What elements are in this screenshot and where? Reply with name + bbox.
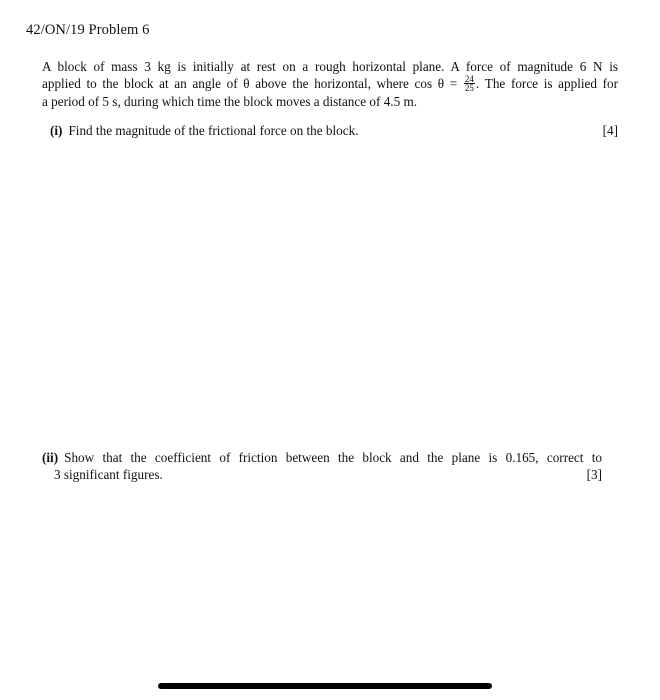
- problem-statement: [42, 59, 618, 110]
- statement-line-2-end: . The force is applied for: [475, 75, 619, 91]
- fraction-denominator: 25: [464, 83, 474, 94]
- statement-line-3: a period of 5 s, during which time the block moves a distance of 4.5 m.: [42, 93, 418, 109]
- problem-title: 42/ON/19 Problem 6: [26, 22, 150, 38]
- part-ii-line-1: [42, 450, 602, 467]
- part-ii-text-line-2: 3 significant figures.: [54, 466, 163, 482]
- part-ii-label: (ii): [42, 450, 59, 465]
- question-part-ii: [42, 450, 602, 483]
- part-ii-marks: [3]: [586, 466, 602, 482]
- part-i-marks: [4]: [602, 123, 618, 138]
- fraction-24-25: [464, 75, 475, 93]
- statement-line-2: [42, 73, 619, 94]
- part-i-text: Find the magnitude of the frictional force on the block.: [68, 123, 359, 138]
- statement-line-2-start: applied to the block at an angle of θ above the horizontal, where cos θ =: [42, 75, 458, 91]
- part-ii-line-2: [42, 467, 602, 484]
- question-part-i: [50, 123, 618, 140]
- part-ii-text-line-1: Show that the coefficient of friction between the block and the plane is 0.165, correct to: [64, 450, 602, 465]
- fraction-numerator: 24: [464, 73, 474, 84]
- home-indicator[interactable]: [158, 683, 492, 689]
- part-i-label: (i): [50, 123, 63, 138]
- statement-line-1: A block of mass 3 kg is initially at rest on a rough horizontal plane. A force of magnitude 6 N is: [42, 59, 618, 74]
